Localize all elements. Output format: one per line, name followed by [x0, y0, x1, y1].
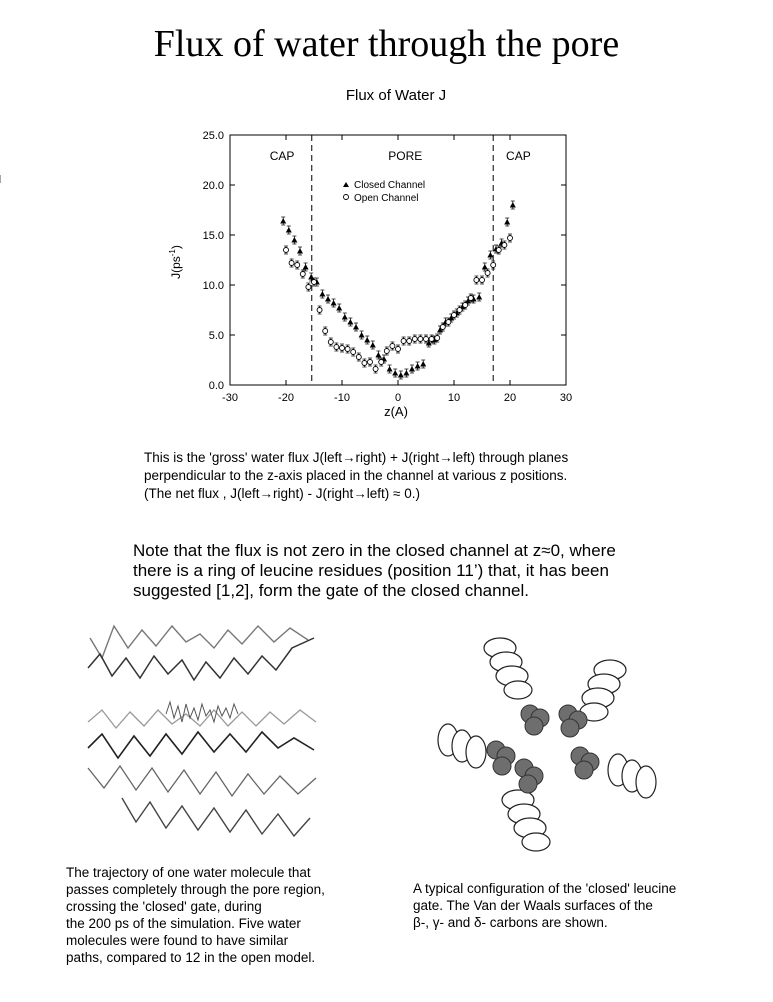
closed-channel-point	[286, 227, 292, 233]
open-channel-point	[396, 347, 401, 352]
x-tick-label: 10	[447, 392, 461, 404]
leucine-gate-caption	[413, 880, 676, 931]
caption-line: molecules were found to have similar	[66, 933, 289, 948]
open-channel-point	[480, 278, 485, 283]
closed-channel-point	[409, 366, 415, 372]
y-tick-label: 25.0	[202, 130, 224, 142]
legend-closed-label: Closed Channel	[354, 180, 426, 191]
open-channel-point	[351, 350, 356, 355]
region-labels	[270, 149, 531, 163]
y-axis-label-main: J(ps	[169, 256, 183, 279]
closed-channel-point	[280, 218, 286, 224]
open-channel-point	[435, 336, 440, 341]
open-channel-point	[452, 313, 457, 318]
y-tick-label: 15.0	[202, 230, 224, 242]
open-channel-point	[474, 278, 479, 283]
water-path	[166, 702, 238, 722]
closed-channel-point	[392, 370, 398, 376]
closed-channel-point	[347, 319, 353, 325]
open-channel-point	[334, 345, 339, 350]
closed-channel-point	[387, 366, 393, 372]
caption-line: A typical configuration of the 'closed' leucine	[413, 881, 677, 896]
open-channel-point	[312, 280, 317, 285]
caption-line: β-, γ- and δ- carbons are shown.	[413, 915, 608, 930]
open-channel-point	[317, 308, 322, 313]
closed-channel-point	[398, 372, 404, 378]
open-channel-point	[295, 263, 300, 268]
trajectory-drawing	[82, 618, 322, 850]
note-line: there is a ring of leucine residues (position 11’) that, it has been	[133, 561, 609, 580]
closed-channel-point	[303, 264, 309, 270]
legend-closed-marker	[343, 182, 349, 187]
caption-line: passes completely through the pore region,	[66, 882, 325, 897]
open-channel-point	[323, 329, 328, 334]
closed-channel-point	[487, 252, 493, 258]
flux-chart-svg	[0, 0, 773, 440]
x-tick-label: -20	[278, 392, 294, 404]
closed-channel-point	[510, 202, 516, 208]
trajectory-caption	[66, 864, 325, 966]
open-channel-point	[496, 248, 501, 253]
open-channel-point	[508, 236, 513, 241]
closed-channel-point	[331, 300, 337, 306]
caption-line: (The net flux , J(left→right) - J(right→left) ≈ 0.)	[144, 486, 420, 501]
chart-title: Flux of Water J	[345, 87, 447, 104]
region-label: CAP	[269, 149, 295, 163]
closed-channel-point	[364, 337, 370, 343]
closed-channel-point	[325, 296, 331, 302]
open-channel-point	[468, 296, 473, 301]
open-channel-point	[463, 303, 468, 308]
helix	[484, 638, 532, 699]
open-channel-point	[401, 339, 406, 344]
closed-channel-point	[353, 324, 359, 330]
open-channel-point	[407, 339, 412, 344]
helix	[608, 754, 656, 798]
open-channel-point	[356, 355, 361, 360]
closed-channel-point	[375, 352, 381, 358]
open-channel-point	[446, 320, 451, 325]
open-channel-point	[340, 346, 345, 351]
caption-line: the 200 ps of the simulation. Five water	[66, 916, 301, 931]
open-channel-point	[440, 325, 445, 330]
closed-channel-point	[319, 291, 325, 297]
gross-flux-caption	[144, 449, 568, 503]
helix	[502, 790, 550, 851]
data-points	[0, 175, 516, 379]
leucine-gate-drawing	[418, 620, 663, 860]
closed-channel-point	[359, 332, 365, 338]
closed-channel-point	[291, 237, 297, 243]
page-title: Flux of water through the pore	[153, 23, 620, 65]
closed-channel-point	[297, 248, 303, 254]
backbone-trace	[90, 626, 308, 658]
note-line: suggested [1,2], form the gate of the closed channel.	[133, 581, 529, 600]
helix	[580, 660, 626, 721]
closed-channel-point	[415, 363, 421, 369]
legend-open-label: Open Channel	[354, 193, 419, 204]
y-axis-label-close: )	[169, 245, 183, 250]
open-channel-point	[429, 337, 434, 342]
open-channel-point	[424, 337, 429, 342]
caption-line: perpendicular to the z-axis placed in the channel at various z positions.	[144, 468, 568, 483]
backbone-trace	[88, 638, 314, 680]
y-tick-label: 20.0	[202, 180, 224, 192]
legend	[343, 180, 425, 204]
backbone-trace	[88, 766, 316, 796]
open-channel-point	[362, 361, 367, 366]
open-channel-point	[345, 347, 350, 352]
open-channel-point	[502, 243, 507, 248]
closed-channel-point	[370, 342, 376, 348]
open-channel-point	[373, 367, 378, 372]
x-tick-label: -30	[222, 392, 238, 404]
open-channel-point	[485, 271, 490, 276]
region-label: CAP	[506, 149, 531, 163]
caption-line: This is the 'gross' water flux J(left→right) + J(right→left) through planes	[144, 450, 569, 465]
vdw-spheres	[487, 705, 599, 793]
note-line: Note that the flux is not zero in the closed channel at z≈0, where	[133, 541, 616, 560]
y-axis-label-sup: -1	[168, 249, 177, 257]
y-axis-label	[168, 245, 183, 279]
y-tick-label: 5.0	[208, 330, 224, 342]
legend-open-marker	[344, 195, 349, 200]
closed-channel-point	[308, 274, 314, 280]
closed-channel-note	[133, 541, 616, 601]
water-trajectory-figure	[82, 618, 322, 850]
open-channel-point	[418, 337, 423, 342]
closed-channel-point	[403, 370, 409, 376]
open-channel-point	[390, 344, 395, 349]
caption-line: crossing the 'closed' gate, during	[66, 899, 262, 914]
x-tick-label: 30	[559, 392, 573, 404]
open-channel-point	[284, 248, 289, 253]
x-tick-label: 0	[394, 392, 402, 404]
open-channel-point	[306, 285, 311, 290]
backbone-trace	[88, 732, 314, 758]
open-channel-point	[328, 340, 333, 345]
open-channel-point	[457, 308, 462, 313]
open-channel-point	[368, 360, 373, 365]
open-channel-point	[491, 263, 496, 268]
x-tick-label: -10	[334, 392, 350, 404]
caption-line: paths, compared to 12 in the open model.	[66, 950, 316, 965]
closed-channel-point	[476, 294, 482, 300]
caption-line: The trajectory of one water molecule that	[66, 865, 311, 880]
closed-channel-point	[342, 314, 348, 320]
flux-chart	[0, 0, 773, 440]
y-tick-label: 0.0	[208, 380, 224, 392]
caption-line: gate. The Van der Waals surfaces of the	[413, 898, 653, 913]
open-channel-point	[289, 261, 294, 266]
axis-ticks	[203, 130, 573, 404]
x-axis-label: z(A)	[384, 404, 408, 419]
helix	[438, 724, 486, 768]
closed-channel-point	[420, 361, 426, 367]
region-label: PORE	[388, 149, 423, 163]
x-tick-label: 20	[503, 392, 517, 404]
leucine-gate-figure	[418, 620, 663, 860]
open-channel-point	[379, 360, 384, 365]
closed-channel-point	[336, 305, 342, 311]
open-channel-point	[384, 349, 389, 354]
open-channel-point	[300, 272, 305, 277]
open-channel-point	[412, 337, 417, 342]
y-tick-label: 10.0	[202, 280, 224, 292]
closed-channel-point	[504, 219, 510, 225]
backbone-trace	[88, 710, 316, 728]
backbone-trace	[122, 798, 310, 836]
